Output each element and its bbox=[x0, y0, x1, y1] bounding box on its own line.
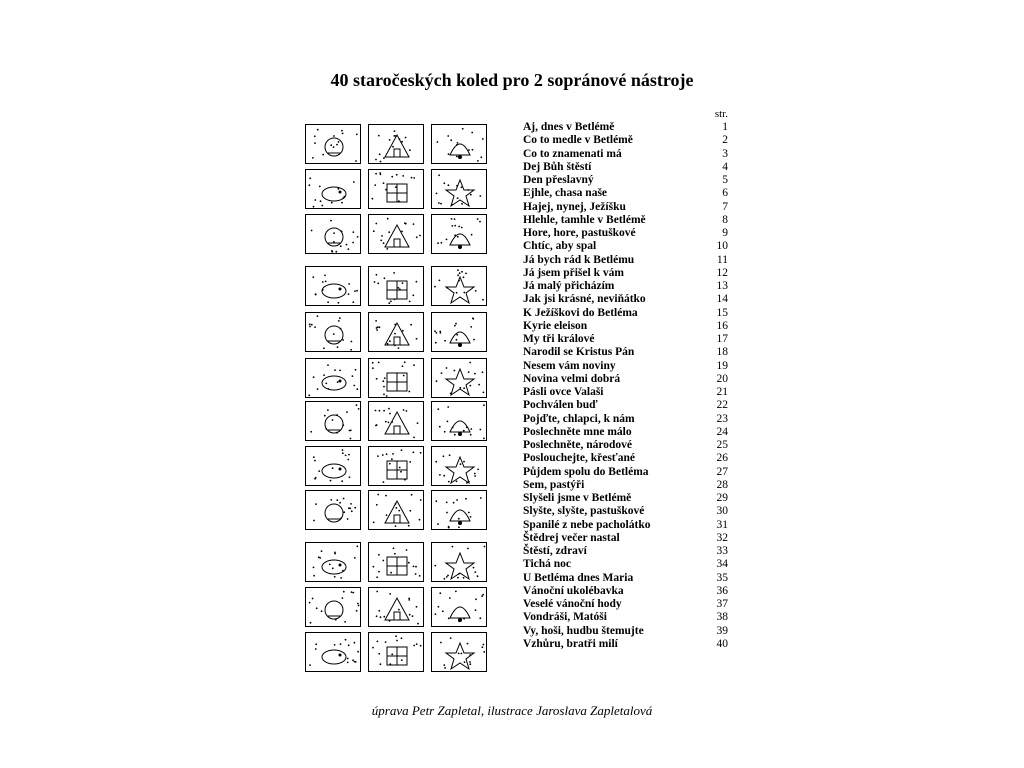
angel-star-icon bbox=[368, 632, 424, 672]
song-title: Vondráši, Matóši bbox=[523, 611, 607, 624]
page-number: 24 bbox=[716, 425, 728, 438]
song-title: Já bych rád k Betlému bbox=[523, 253, 635, 266]
song-title: My tři králové bbox=[523, 333, 595, 345]
christmas-tree-icon bbox=[431, 169, 487, 209]
stars-icon bbox=[305, 632, 361, 672]
toc-row bbox=[523, 360, 728, 373]
page-number: 14 bbox=[716, 293, 728, 306]
angel-icon bbox=[431, 124, 487, 164]
song-title: Co to medle v Betlémě bbox=[523, 134, 633, 147]
song-title: Poslechněte mne málo bbox=[523, 425, 632, 438]
toc-row bbox=[523, 492, 728, 505]
toc-row bbox=[523, 148, 728, 161]
song-title: Štěstí, zdraví bbox=[523, 545, 587, 557]
toc-row bbox=[523, 386, 728, 399]
toc-row bbox=[523, 439, 728, 452]
toc-row bbox=[523, 426, 728, 439]
song-title: Hore, hore, pastuškové bbox=[523, 227, 636, 239]
page-number: 10 bbox=[716, 240, 728, 253]
toc-row bbox=[523, 505, 728, 518]
page-number: 40 bbox=[716, 637, 728, 650]
toc-row bbox=[523, 201, 728, 214]
page-number: 31 bbox=[716, 518, 728, 531]
page-number: 23 bbox=[716, 412, 728, 425]
song-title: Já malý přicházím bbox=[523, 280, 615, 292]
song-title: Slyšte, slyšte, pastuškové bbox=[523, 505, 645, 518]
page-number: 27 bbox=[716, 465, 728, 478]
toc-row bbox=[523, 572, 728, 585]
shepherd-icon bbox=[368, 214, 424, 254]
nativity-icon bbox=[368, 490, 424, 530]
page-number: 17 bbox=[716, 333, 728, 345]
page-number: 8 bbox=[722, 213, 728, 226]
credit-line: úprava Petr Zapletal, ilustrace Jaroslava Zapletalová bbox=[371, 703, 653, 718]
candle-holder-icon bbox=[305, 446, 361, 486]
page-number: 18 bbox=[716, 346, 728, 359]
song-title: Chtíc, aby spal bbox=[523, 240, 597, 253]
page-number: 11 bbox=[716, 253, 728, 266]
toc-row bbox=[523, 227, 728, 240]
page-number: 7 bbox=[722, 200, 728, 213]
branch-icon bbox=[431, 542, 487, 582]
page-number: 37 bbox=[716, 598, 728, 610]
song-title: Spanilé z nebe pacholátko bbox=[523, 518, 651, 531]
toc-row bbox=[523, 598, 728, 611]
song-title: K Ježíškovi do Betléma bbox=[523, 306, 638, 319]
cloud-icon bbox=[431, 446, 487, 486]
song-title: Narodil se Kristus Pán bbox=[523, 346, 635, 359]
song-title: Tichá noc bbox=[523, 558, 572, 571]
page-column-header: str. bbox=[714, 108, 728, 120]
page-number: 16 bbox=[716, 319, 728, 332]
castle-icon bbox=[305, 169, 361, 209]
song-title: Pojďte, chlapci, k nám bbox=[523, 412, 635, 425]
page-number: 21 bbox=[716, 386, 728, 398]
snowy-hill-icon bbox=[305, 401, 361, 441]
snowman-icon bbox=[305, 266, 361, 306]
angel-harp-icon bbox=[431, 632, 487, 672]
page-number: 26 bbox=[716, 452, 728, 465]
page-number: 39 bbox=[716, 624, 728, 637]
page-number: 20 bbox=[716, 372, 728, 385]
toc-row bbox=[523, 638, 728, 651]
toc-row bbox=[523, 240, 728, 253]
page-number: 28 bbox=[716, 478, 728, 491]
song-title: Veselé vánoční hody bbox=[523, 598, 622, 610]
toc-row bbox=[523, 121, 728, 134]
song-title: Já jsem přišel k vám bbox=[523, 266, 624, 279]
fish-icon bbox=[368, 312, 424, 352]
song-title: Hlehle, tamhle v Betlémě bbox=[523, 213, 646, 226]
rocking-horse-icon bbox=[305, 490, 361, 530]
song-title: Jak jsi krásné, neviňátko bbox=[523, 293, 646, 306]
toc-row bbox=[523, 625, 728, 638]
page-number: 9 bbox=[722, 227, 728, 239]
carolers-icon bbox=[368, 587, 424, 627]
page-number: 35 bbox=[716, 571, 728, 584]
toc-row bbox=[523, 187, 728, 200]
toc-row bbox=[523, 293, 728, 306]
fish-boat-icon bbox=[368, 401, 424, 441]
page-number: 3 bbox=[722, 147, 728, 160]
song-title: Den přeslavný bbox=[523, 174, 594, 186]
sled-gift-icon bbox=[305, 312, 361, 352]
church-icon bbox=[368, 358, 424, 398]
wreath-icon bbox=[431, 214, 487, 254]
page-number: 33 bbox=[716, 545, 728, 557]
comet-star-icon bbox=[431, 312, 487, 352]
toc-row bbox=[523, 254, 728, 267]
page-number: 19 bbox=[716, 359, 728, 372]
song-title: Nesem vám noviny bbox=[523, 359, 616, 372]
village-night-icon bbox=[431, 587, 487, 627]
cake-icon bbox=[368, 266, 424, 306]
page-number: 1 bbox=[722, 121, 728, 133]
toc-row bbox=[523, 399, 728, 412]
pine-branch-icon bbox=[368, 446, 424, 486]
page-number: 4 bbox=[722, 160, 728, 173]
page-number: 38 bbox=[716, 611, 728, 624]
toc-row bbox=[523, 519, 728, 532]
song-title: Štědrej večer nastal bbox=[523, 531, 620, 544]
song-title: Vzhůru, bratři milí bbox=[523, 637, 618, 650]
toc-row bbox=[523, 532, 728, 545]
song-title: Vy, hoši, hudbu štemujte bbox=[523, 624, 644, 637]
song-title: Ejhle, chasa naše bbox=[523, 187, 608, 200]
toc-row bbox=[523, 134, 728, 147]
song-title: Sem, pastýři bbox=[523, 478, 585, 491]
song-title: Vánoční ukolébavka bbox=[523, 584, 624, 597]
ornament-icon bbox=[431, 266, 487, 306]
sheep-icon bbox=[368, 169, 424, 209]
toc-row bbox=[523, 346, 728, 359]
song-title: Aj, dnes v Betlémě bbox=[523, 121, 615, 133]
page-number: 32 bbox=[716, 531, 728, 544]
gift-sled-icon bbox=[431, 401, 487, 441]
toc-row bbox=[523, 413, 728, 426]
basket-icon bbox=[368, 542, 424, 582]
page-number: 2 bbox=[722, 134, 728, 147]
song-title: Hajej, nynej, Ježíšku bbox=[523, 200, 626, 213]
toc-row bbox=[523, 214, 728, 227]
page-title: 40 staročeských koled pro 2 sopránové nástroje bbox=[330, 70, 694, 90]
song-title: Slyšeli jsme v Betlémě bbox=[523, 492, 632, 504]
toc-row bbox=[523, 307, 728, 320]
page-number: 13 bbox=[716, 280, 728, 292]
page-number: 29 bbox=[716, 492, 728, 504]
toc-row bbox=[523, 320, 728, 333]
toc-row bbox=[523, 267, 728, 280]
toc-row bbox=[523, 452, 728, 465]
song-title: Co to znamenati má bbox=[523, 147, 622, 160]
toc-row bbox=[523, 545, 728, 558]
toc-row bbox=[523, 333, 728, 346]
page-number: 25 bbox=[716, 439, 728, 451]
skates-icon bbox=[431, 358, 487, 398]
table-of-contents bbox=[523, 107, 728, 651]
toc-row bbox=[523, 373, 728, 386]
candle-icon bbox=[305, 358, 361, 398]
toc-row bbox=[523, 161, 728, 174]
toc-row bbox=[523, 558, 728, 571]
bells-bow-icon bbox=[305, 542, 361, 582]
window-icon bbox=[305, 587, 361, 627]
page-number: 36 bbox=[716, 584, 728, 597]
song-title: Poslechněte, národové bbox=[523, 439, 633, 451]
baby-jesus-icon bbox=[305, 214, 361, 254]
page-number: 22 bbox=[716, 399, 728, 412]
song-title: U Betléma dnes Maria bbox=[523, 571, 634, 584]
toc-row bbox=[523, 174, 728, 187]
song-title: Novina velmi dobrá bbox=[523, 372, 621, 385]
page-number: 12 bbox=[716, 266, 728, 279]
song-title: Půjdem spolu do Betléma bbox=[523, 465, 649, 478]
bell-house-icon bbox=[368, 124, 424, 164]
toc-row bbox=[523, 466, 728, 479]
toc-row bbox=[523, 280, 728, 293]
song-title: Pásli ovce Valaši bbox=[523, 386, 604, 398]
toc-row bbox=[523, 611, 728, 624]
song-title: Kyrie eleison bbox=[523, 319, 588, 332]
song-title: Dej Bůh štěstí bbox=[523, 160, 592, 173]
toc-row bbox=[523, 479, 728, 492]
song-title: Pochválen buď bbox=[523, 399, 598, 412]
fir-tree-icon bbox=[431, 490, 487, 530]
bells-icon bbox=[305, 124, 361, 164]
page-number: 30 bbox=[716, 505, 728, 518]
page-number: 15 bbox=[716, 306, 728, 319]
page-number: 6 bbox=[722, 187, 728, 200]
toc-row bbox=[523, 585, 728, 598]
song-title: Poslouchejte, křesťané bbox=[523, 452, 636, 465]
page-number: 34 bbox=[716, 558, 728, 571]
page-number: 5 bbox=[722, 174, 728, 186]
